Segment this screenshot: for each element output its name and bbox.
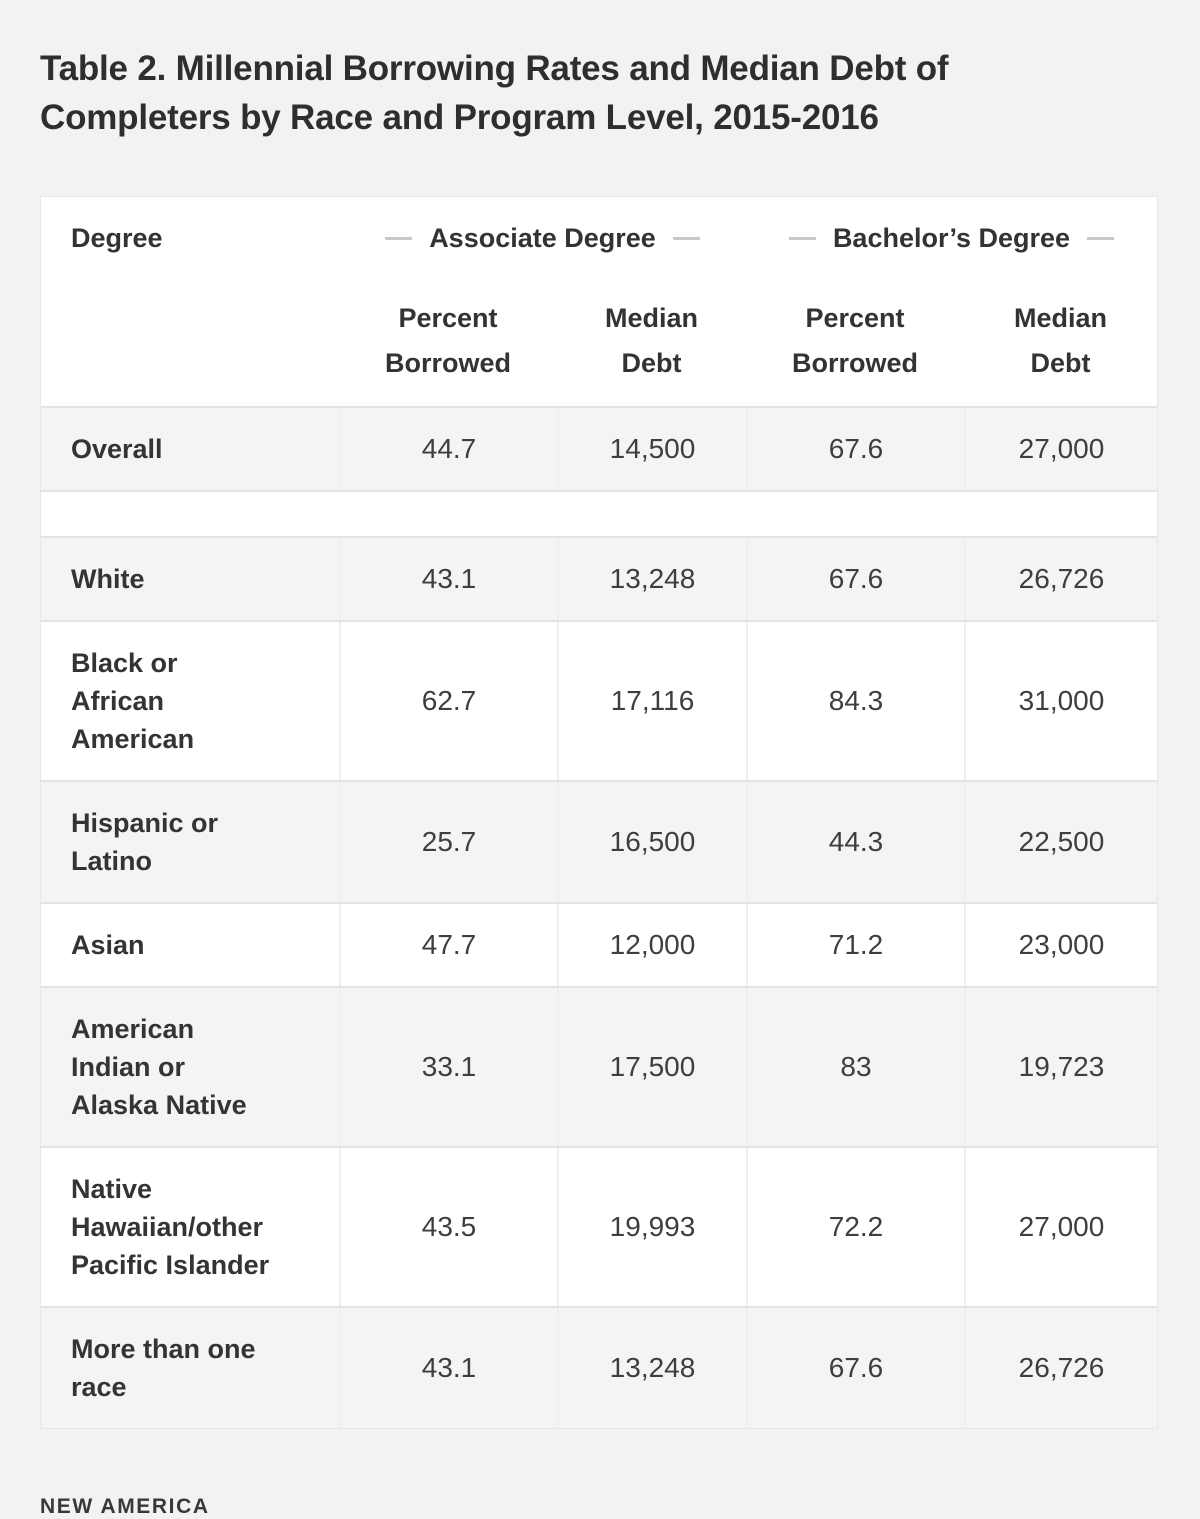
cell-value: 33.1 [339,988,557,1146]
row-label: Native Hawaiian/other Pacific Islander [71,1174,270,1280]
column-header-percent-borrowed-bachelors: Percent Borrowed [791,303,918,378]
group-header-label: Bachelor’s Degree [832,223,1071,253]
table-row [41,620,1157,780]
column-group-bachelors-degree [746,223,1157,284]
dash-right-icon [673,237,700,240]
cell-value: 26,726 [964,1308,1157,1428]
row-label: Asian [71,930,145,960]
cell-value: 72.2 [746,1148,964,1306]
table-row [41,780,1157,902]
dash-right-icon [1087,237,1114,240]
group-header-label: Associate Degree [429,223,656,253]
cell-value: 19,723 [964,988,1157,1146]
table-row [41,902,1157,986]
cell-value: 14,500 [557,408,746,490]
column-header-median-debt-associate: Median Debt [604,303,698,378]
cell-value: 43.1 [339,1308,557,1428]
brand-logo: NEW AMERICA [40,1495,210,1518]
row-label: Black or African American [71,648,195,754]
data-table [40,196,1158,1429]
cell-value: 67.6 [746,1308,964,1428]
cell-value: 13,248 [557,538,746,620]
cell-value: 43.5 [339,1148,557,1306]
row-label: More than one race [71,1334,256,1402]
cell-value: 23,000 [964,904,1157,986]
cell-value: 25.7 [339,782,557,902]
cell-value: 12,000 [557,904,746,986]
cell-value: 17,500 [557,988,746,1146]
cell-value: 17,116 [557,622,746,780]
cell-value: 47.7 [339,904,557,986]
column-header-degree: Degree [71,223,163,253]
cell-value: 16,500 [557,782,746,902]
column-group-associate-degree [339,223,746,284]
cell-value: 43.1 [339,538,557,620]
table-body [41,406,1157,1428]
row-label: Overall [71,434,163,464]
row-label: American Indian or Alaska Native [71,1014,247,1120]
cell-value: 62.7 [339,622,557,780]
table-header [41,197,1157,406]
header-subcolumn-row [41,284,1157,406]
table-title: Table 2. Millennial Borrowing Rates and Median Debt of Completers by Race and Program Level, 2015-2016 [40,49,949,137]
cell-value: 67.6 [746,408,964,490]
table-row [41,536,1157,620]
table-row [41,1146,1157,1306]
column-header-percent-borrowed-associate: Percent Borrowed [384,303,511,378]
cell-value: 83 [746,988,964,1146]
cell-value: 13,248 [557,1308,746,1428]
cell-value: 22,500 [964,782,1157,902]
table-row [41,1306,1157,1428]
cell-value: 44.7 [339,408,557,490]
cell-value: 71.2 [746,904,964,986]
cell-value: 31,000 [964,622,1157,780]
cell-value: 19,993 [557,1148,746,1306]
cell-value: 44.3 [746,782,964,902]
dash-left-icon [789,237,816,240]
cell-value: 67.6 [746,538,964,620]
cell-value: 27,000 [964,408,1157,490]
table-row [41,986,1157,1146]
row-label: White [71,564,145,594]
header-group-row [41,197,1157,284]
column-header-median-debt-bachelors: Median Debt [1013,303,1107,378]
cell-value: 84.3 [746,622,964,780]
table-row [41,406,1157,490]
row-label: Hispanic or Latino [71,808,219,876]
dash-left-icon [385,237,412,240]
cell-value: 26,726 [964,538,1157,620]
spacer-row [41,490,1157,536]
cell-value: 27,000 [964,1148,1157,1306]
